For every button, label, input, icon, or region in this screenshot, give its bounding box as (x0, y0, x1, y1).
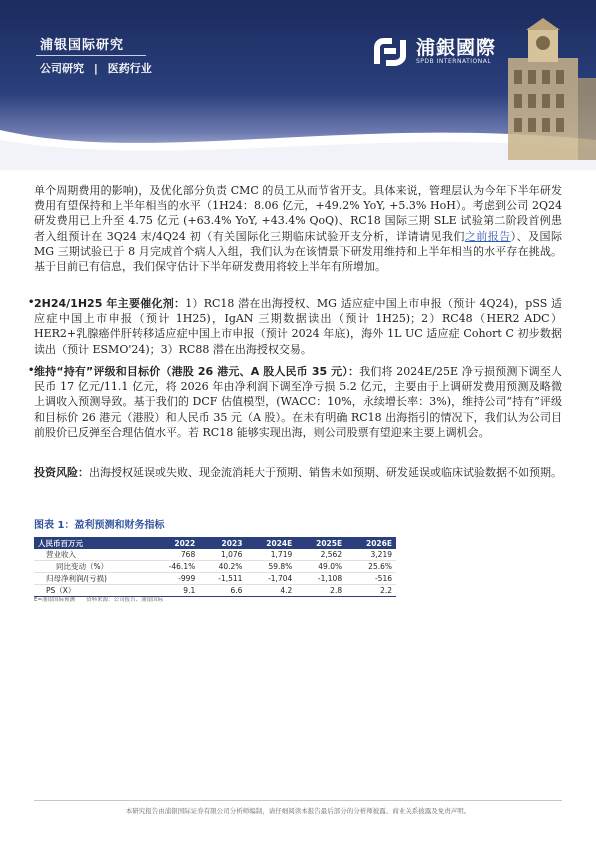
table-row (34, 573, 396, 585)
row-label: 同比变动（%） (34, 561, 149, 573)
logo-name: 浦銀國際 (416, 37, 497, 59)
table-cell: 768 (149, 549, 200, 561)
risks-text: 出海授权延误或失败、现金流消耗大于预期、销售未如预期、研发延误或临床试验数据不如预期。 (89, 466, 562, 479)
footer-disclaimer: 本研究报告由浦银国际证券有限公司分析师编制，请仔细阅读本报告最后部分的分析师披露、商业关系披露及免责声明。 (125, 807, 471, 815)
table-cell: 9.1 (149, 585, 200, 597)
section-separator: | (93, 62, 98, 75)
table-cell: -516 (346, 573, 396, 585)
spdb-logo-icon (370, 34, 410, 70)
section-industry: 医药行业 (107, 62, 152, 75)
catalysts-heading: 2H24/1H25 年主要催化剂： (34, 297, 186, 310)
row-label: 归母净利润/(亏损) (34, 573, 149, 585)
table-cell: -999 (149, 573, 200, 585)
paragraph-rd-expense (34, 183, 562, 274)
building-illustration (498, 18, 596, 160)
section-company: 公司研究 (40, 62, 84, 75)
header-left-panel (0, 0, 180, 100)
row-label: 营业收入 (34, 549, 149, 561)
figure-title: 图表 1：盈利预测和财务指标 (34, 520, 165, 531)
table-header-cell: 2024E (246, 537, 296, 549)
table-header-cell: 2025E (296, 537, 346, 549)
risks-heading: 投资风险： (34, 466, 89, 479)
table-cell: -46.1% (149, 561, 200, 573)
table-header-cell: 2022 (149, 537, 200, 549)
table-cell: 25.6% (346, 561, 396, 573)
rating-heading: 维持“持有”评级和目标价（港股 26 港元、A 股人民币 35 元）： (34, 365, 360, 378)
paragraph-rd-text-a: 单个周期费用的影响)，及优化部分负责 CMC 的员工从而节省开支。具体来说，管理层认为今年下半年研发费用有望保持和上半年相当的水平（1H24：8.06 亿元，+49.2% YoY, +5.3% HoH）。考虑到公司 2Q24 研发费用已上升至 4.75 亿元 (+63.4% YoY, +43.4% QoQ)、RC18 国际三期 SLE 试验第二阶段首例患者入组预计在 3Q24 末/4Q24 初（有关国际化三期临床试验开支分析，详请请见我们 (34, 184, 562, 243)
table-cell: -1,511 (199, 573, 246, 585)
table-cell: 40.2% (199, 561, 246, 573)
paragraph-risks (34, 465, 562, 480)
research-brand: 浦银国际研究 (40, 38, 125, 53)
table-header-row (34, 537, 396, 549)
table-cell: 1,719 (246, 549, 296, 561)
table-header-cell: 2026E (346, 537, 396, 549)
table-cell: 49.0% (296, 561, 346, 573)
logo-english: SPDB INTERNATIONAL (416, 58, 492, 65)
paragraph-rating (34, 364, 562, 440)
table-source-note: E=浦银国际预测 资料来源：公司报告、浦银国际 (34, 597, 164, 603)
table-cell: 6.6 (199, 585, 246, 597)
brand-divider (36, 55, 146, 56)
bullet-marker: • (28, 297, 35, 308)
table-cell: -1,108 (296, 573, 346, 585)
table-row (34, 549, 396, 561)
catalysts-text: 1）RC18 潜在出海授权、MG 适应症中国上市申报（预计 4Q24)，pSS 适应症中国上市申报（预计 1H25)，IgAN 三期数据读出（预计 1H25)；2）RC48（HER2 ADC）HER2+乳腺癌伴肝转移适应症中国上市申报（预计 2024 年底)，海外 1L UC 适应症 Cohort C 初步数据读出（预计 ESMO'24)；3）RC88 潜在出海授权交易。 (34, 297, 562, 356)
paragraph-rd-text-b: ）、及国际 MG 三期试验已于 8 月完成首个病人入组，我们认为在该情景下研发用维持和上半年相当的水平存在挑战。基于目前已有信息，我们保守估计下半年研发费用将较上半年有所增加。 (34, 229, 563, 274)
table-header-cell: 2023 (199, 537, 246, 549)
financial-table (34, 537, 396, 597)
table-cell: 3,219 (346, 549, 396, 561)
table-cell: -1,704 (246, 573, 296, 585)
rating-text: 我们将 2024E/25E 净亏损预测下调至人民币 17 亿元/11.1 亿元，将 2026 年由净利润下调至净亏损 5.2 亿元，主要由于上调研发费用预测及略微上调收入预测导致。基于我们的 DCF 估值模型，(WACC：10%，永续增长率：3%)，维持公司“持有”评级和目标价 26 港元（港股）和人民币 35 元（A 股）。在未有明确 RC18 出海指引的情况下，我们认为公司目前股价已反弹至合理估值水平。若 RC18 能够实现出海，则公司股票有望迎来主要上调机会。 (34, 365, 563, 439)
table-cell: 1,076 (199, 549, 246, 561)
table-cell: 2.8 (296, 585, 346, 597)
table-row (34, 561, 396, 573)
previous-report-link[interactable]: 之前报告 (464, 229, 511, 243)
bullet-marker: • (28, 365, 35, 376)
page-header (0, 0, 596, 170)
row-label: PS（X） (34, 585, 149, 597)
table-cell: 2.2 (346, 585, 396, 597)
table-cell: 2,562 (296, 549, 346, 561)
table-cell: 59.8% (246, 561, 296, 573)
footer-divider (34, 800, 562, 801)
paragraph-catalysts (34, 296, 562, 357)
report-section (40, 60, 152, 76)
table-cell: 4.2 (246, 585, 296, 597)
table-header-cell: 人民币百万元 (34, 537, 149, 549)
